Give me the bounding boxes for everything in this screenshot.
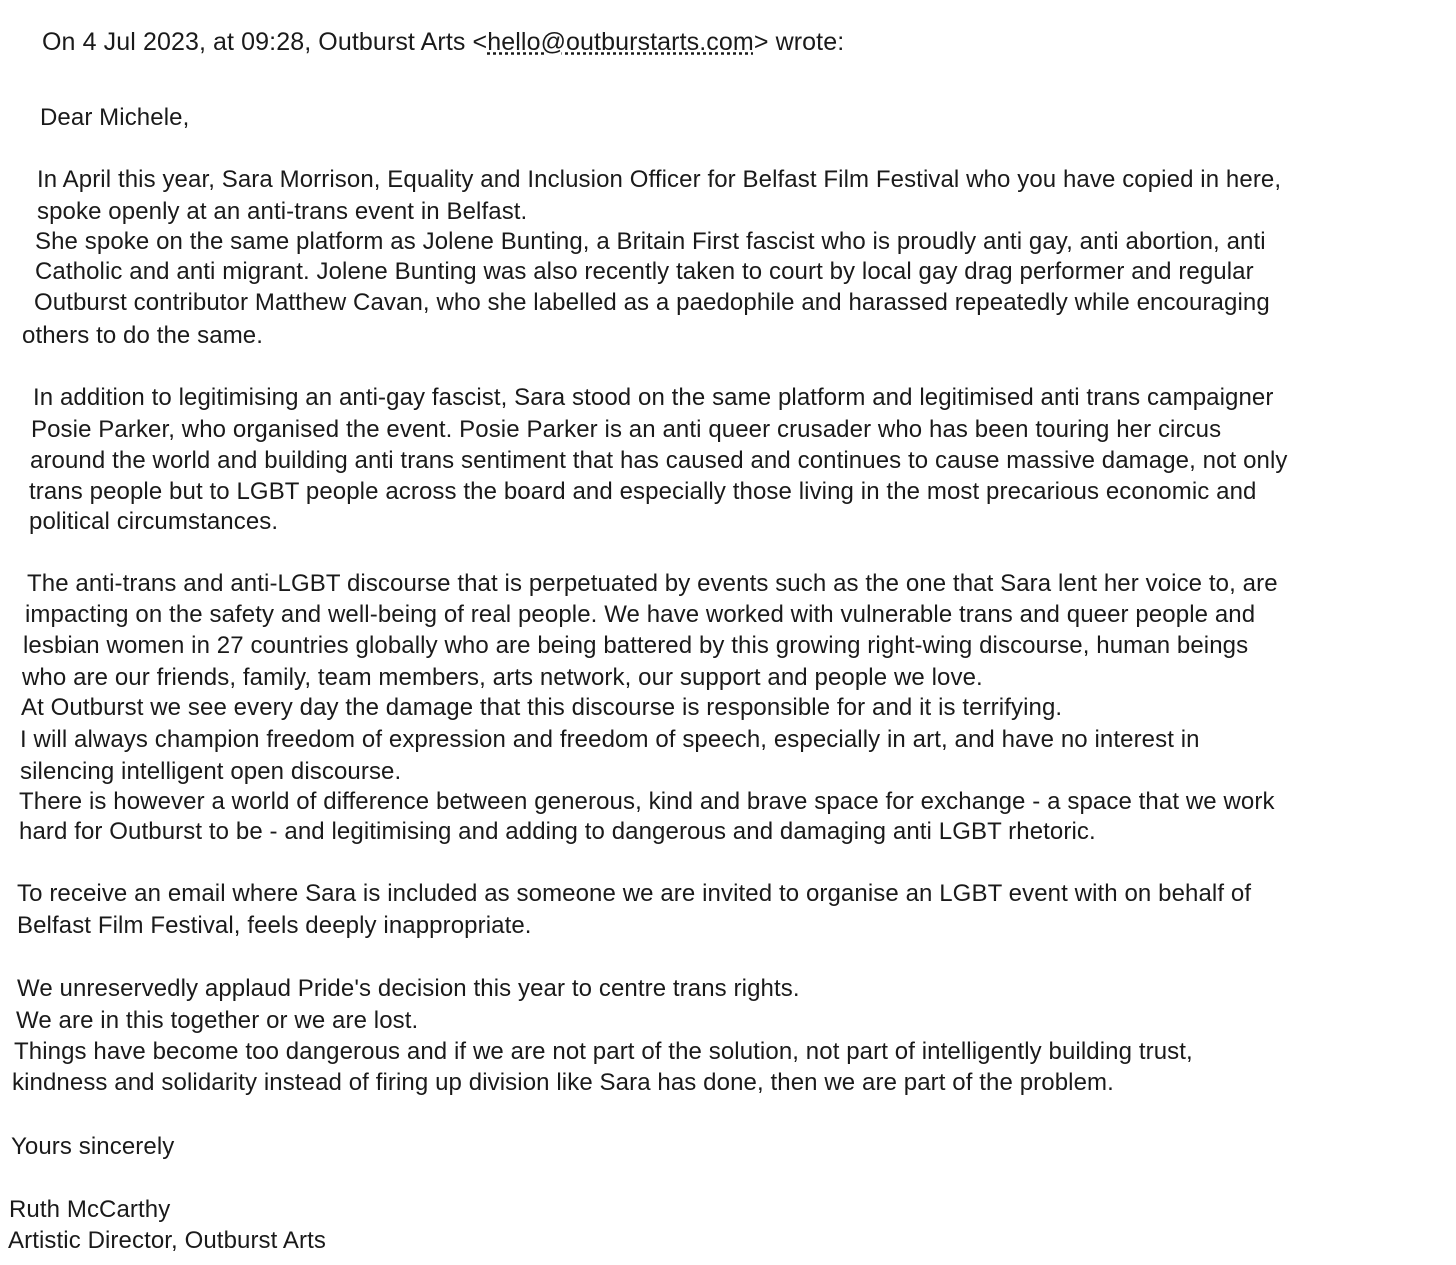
paragraph-line: kindness and solidarity instead of firing up division like Sara has done, then we are part of the problem. bbox=[12, 1069, 1114, 1096]
paragraph-line: Belfast Film Festival, feels deeply inappropriate. bbox=[17, 912, 532, 939]
paragraph-line: spoke openly at an anti-trans event in Belfast. bbox=[37, 198, 528, 225]
email-header bbox=[42, 27, 844, 57]
paragraph-line: We are in this together or we are lost. bbox=[16, 1007, 419, 1034]
paragraph-line: others to do the same. bbox=[22, 322, 264, 349]
paragraph-line: silencing intelligent open discourse. bbox=[20, 758, 402, 785]
paragraph-line: To receive an email where Sara is included as someone we are invited to organise an LGBT event with on behalf of bbox=[17, 880, 1252, 907]
paragraph-line: Things have become too dangerous and if we are not part of the solution, not part of intelligently building trust, bbox=[14, 1038, 1193, 1065]
paragraph-line: I will always champion freedom of expression and freedom of speech, especially in art, and have no interest in bbox=[20, 726, 1200, 753]
paragraph-line: At Outburst we see every day the damage that this discourse is responsible for and it is terrifying. bbox=[21, 694, 1063, 721]
paragraph-line: Catholic and anti migrant. Jolene Bunting was also recently taken to court by local gay drag performer and regular bbox=[35, 258, 1254, 285]
paragraph-line: around the world and building anti trans sentiment that has caused and continues to cause massive damage, not only bbox=[30, 447, 1288, 474]
signature-title: Artistic Director, Outburst Arts bbox=[8, 1227, 326, 1254]
paragraph-line: In April this year, Sara Morrison, Equality and Inclusion Officer for Belfast Film Festival who you have copied in here, bbox=[37, 166, 1282, 193]
header-suffix: > wrote: bbox=[753, 28, 845, 56]
paragraph-line: who are our friends, family, team members, arts network, our support and people we love. bbox=[22, 664, 983, 691]
paragraph-line: lesbian women in 27 countries globally who are being battered by this growing right-wing discourse, human beings bbox=[23, 632, 1249, 659]
paragraph-line: The anti-trans and anti-LGBT discourse that is perpetuated by events such as the one that Sara lent her voice to, are bbox=[27, 570, 1278, 597]
paragraph-line: impacting on the safety and well-being of real people. We have worked with vulnerable trans and queer people and bbox=[25, 601, 1256, 628]
paragraph-line: Outburst contributor Matthew Cavan, who she labelled as a paedophile and harassed repeatedly while encouraging bbox=[34, 289, 1270, 316]
paragraph-line: trans people but to LGBT people across the board and especially those living in the most precarious economic and bbox=[29, 478, 1257, 505]
paragraph-line: She spoke on the same platform as Jolene Bunting, a Britain First fascist who is proudly anti gay, anti abortion, anti bbox=[35, 228, 1266, 255]
paragraph-line: Posie Parker, who organised the event. Posie Parker is an anti queer crusader who has been touring her circus bbox=[31, 416, 1222, 443]
paragraph-line: hard for Outburst to be - and legitimising and adding to dangerous and damaging anti LGBT rhetoric. bbox=[19, 818, 1096, 845]
header-prefix: On 4 Jul 2023, at 09:28, Outburst Arts < bbox=[42, 28, 488, 56]
signature-name: Ruth McCarthy bbox=[9, 1196, 171, 1223]
greeting: Dear Michele, bbox=[40, 104, 190, 131]
paragraph-line: political circumstances. bbox=[29, 508, 279, 535]
paragraph-line: We unreservedly applaud Pride's decision this year to centre trans rights. bbox=[17, 975, 800, 1002]
paragraph-line: In addition to legitimising an anti-gay fascist, Sara stood on the same platform and legitimised anti trans campaigner bbox=[33, 384, 1274, 411]
paragraph-line: There is however a world of difference between generous, kind and brave space for exchange - a space that we work bbox=[19, 788, 1275, 815]
closing: Yours sincerely bbox=[11, 1133, 175, 1160]
sender-email-link[interactable]: hello@outburstarts.com bbox=[487, 28, 754, 56]
